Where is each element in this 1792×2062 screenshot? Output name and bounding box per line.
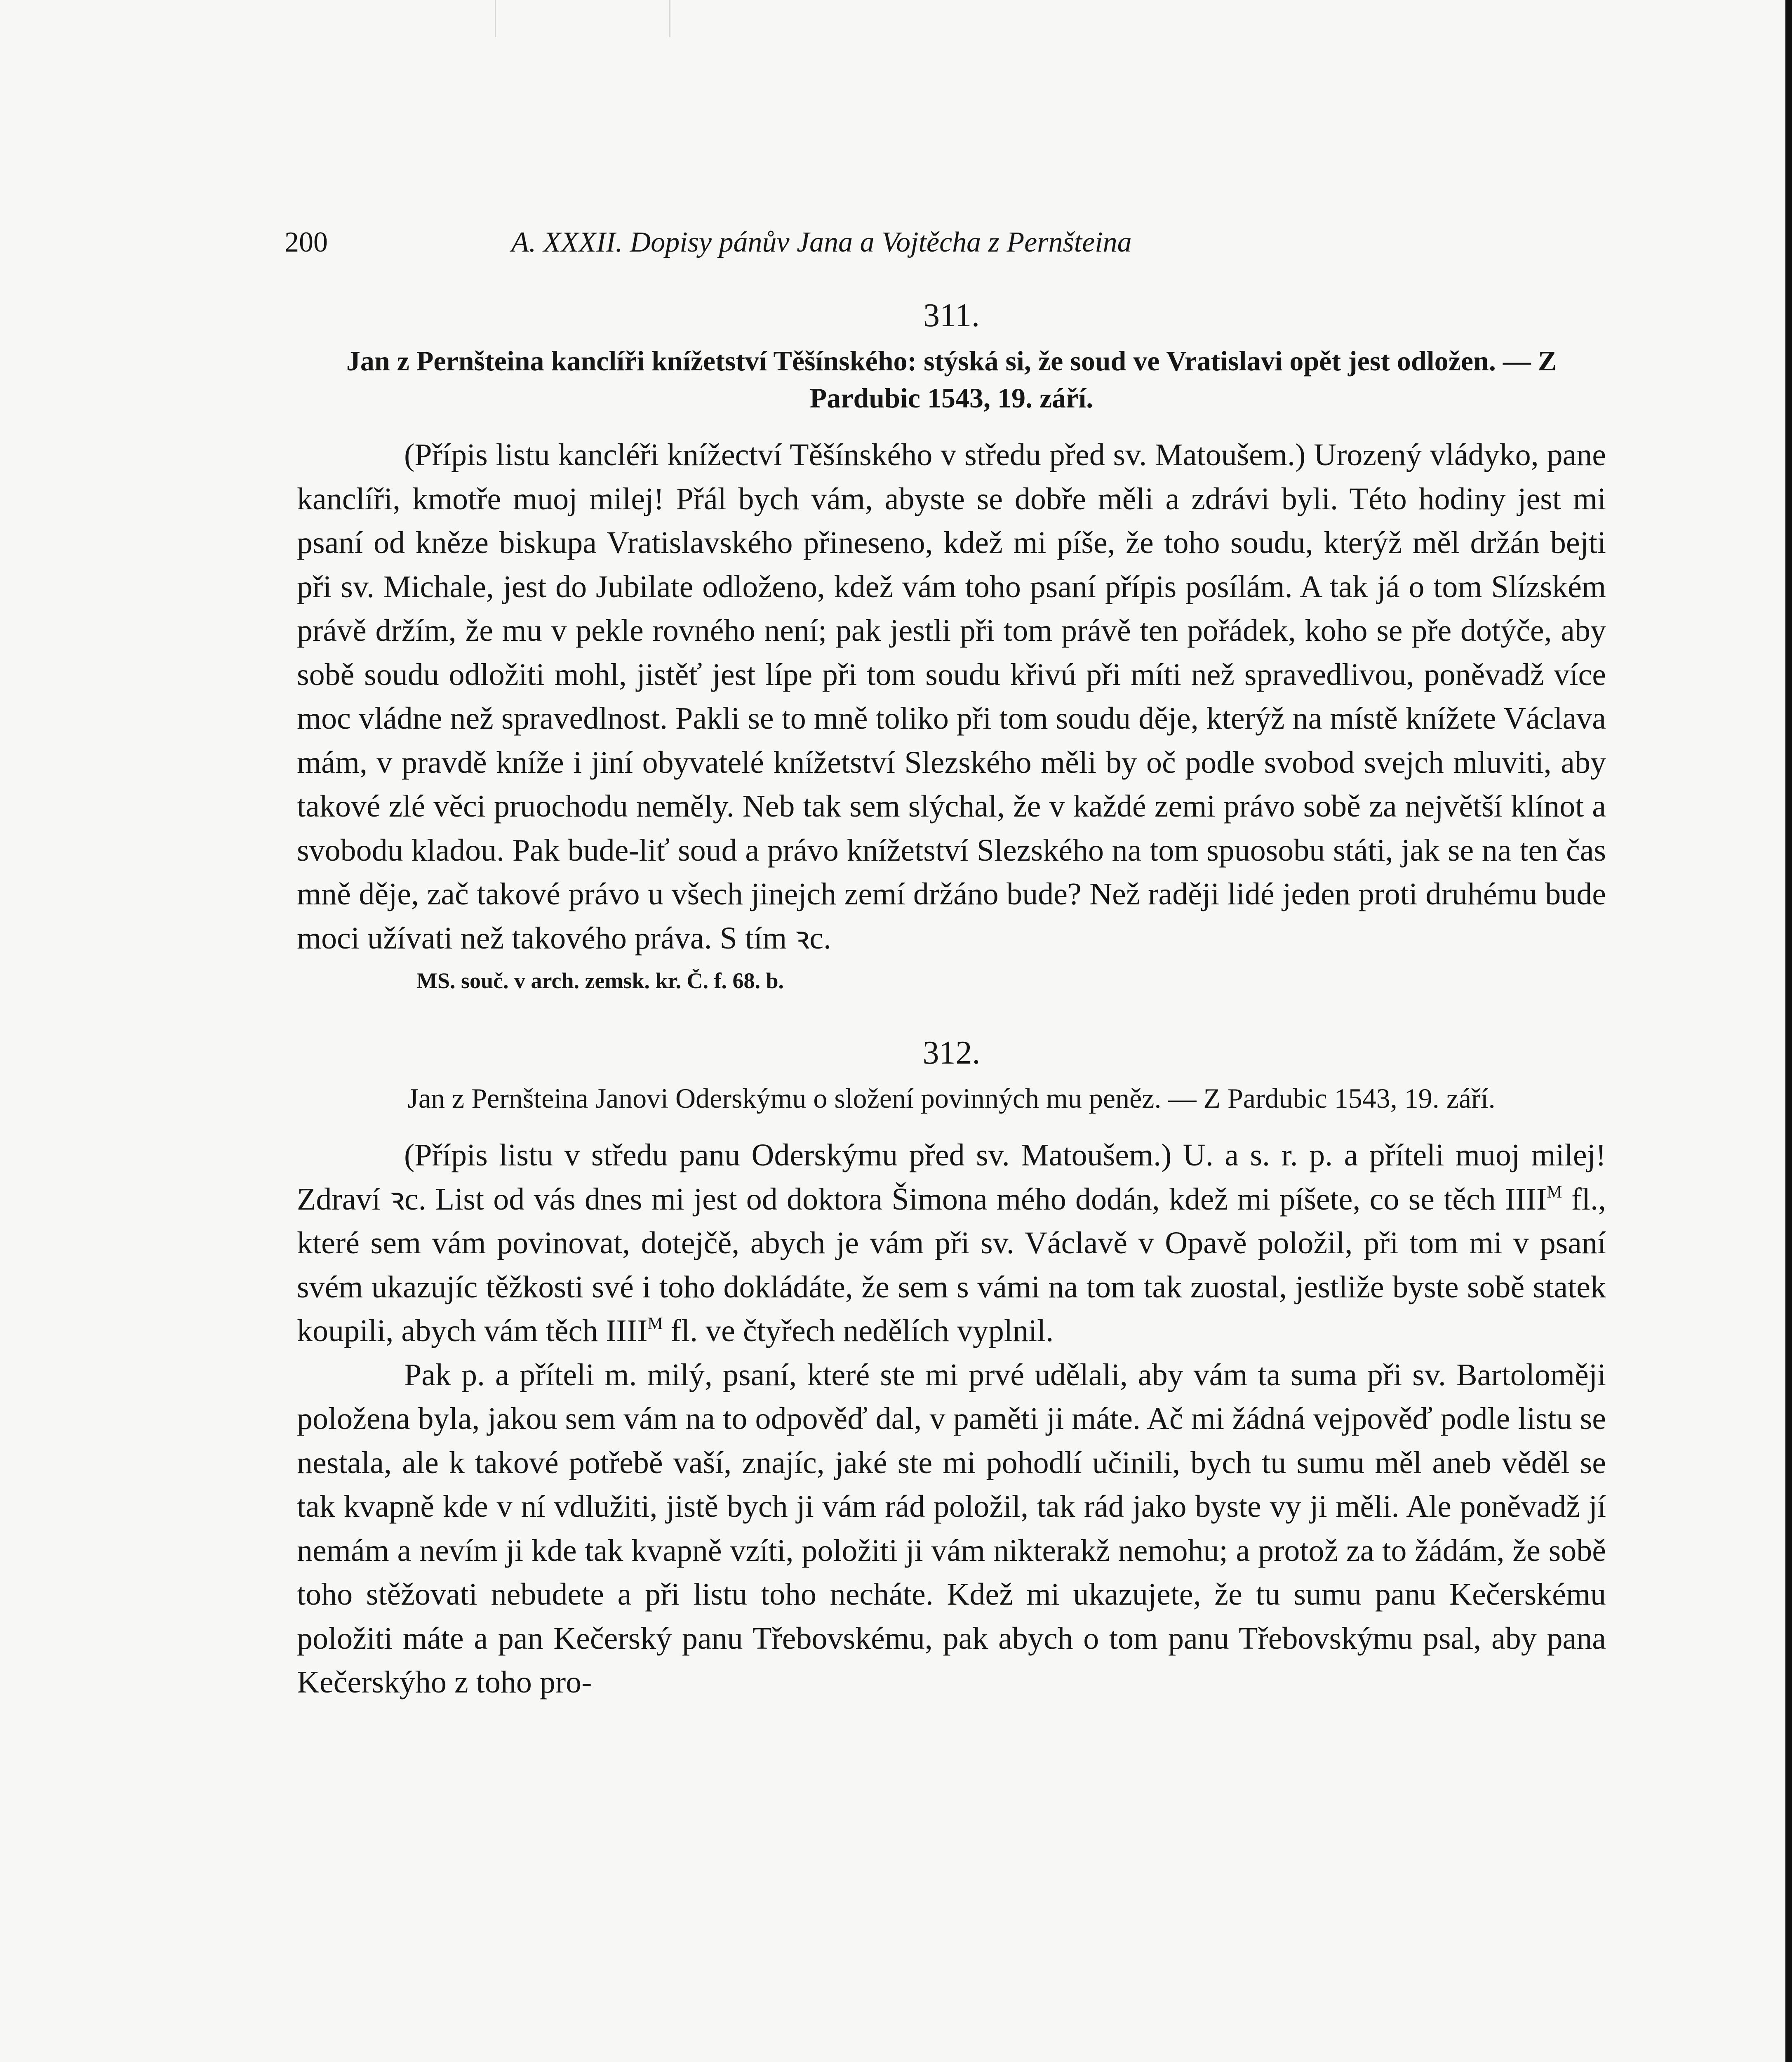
text-run: (Přípis listu v středu panu Oderskýmu před sv. Matoušem.) U. a s. r. p. a příteli muoj milej! Zdraví ꝛc. List od vás dnes mi jest od doktora Šimona mého dodán, kdež mi píšete, co se těch IIII [297, 1138, 1606, 1217]
letter-paragraph: (Přípis listu kancléři knížectví Těšínského v středu před sv. Matoušem.) Urozený vládyko, pane kanclíři, kmotře muoj milej! Přál bych vám, abyste se dobře měli a zdrávi byli. Této hodiny jest mi psaní od kněze biskupa Vratislavského přineseno, kdež mi píše, že toho soudu, kterýž měl držán bejti při sv. Michale, jest do Jubilate odloženo, kdež vám toho psaní přípis posílám. A tak já o tom Slízském právě držím, že mu v pekle rovného není; pak jestli při tom právě ten pořádek, koho se pře dotýče, aby sobě soudu odložiti mohl, jistěť jest lípe při tom soudu křivú při míti než spravedlivou, poněvadž více moc vládne než spravedlnost. Pakli se to mně toliko při tom soudu děje, kterýž na místě knížete Václava mám, v pravdě kníže i jiní obyvatelé knížetství Slezského měli by oč podle svobod svejch mluviti, aby takové zlé věci pruochodu neměly. Neb tak sem slýchal, že v každé zemi právo sobě za největší klínot a svobodu kladou. Pak bude-liť soud a právo knížetství Slezského na tom spuosobu státi, jak se na ten čas mně děje, zač takové právo u všech jinejch zemí držáno bude? Než raději lidé jeden proti druhému bude moci užívati než takového práva. S tím ꝛc. [297, 438, 1606, 956]
letter-paragraph: Pak p. a příteli m. milý, psaní, které ste mi prvé udělali, aby vám ta suma při sv. Bartoloměji položena byla, jakou sem vám na to odpověď dal, v paměti ji máte. Ač mi žádná vejpověď podle listu se nestala, ale k takové potřebě vaší, znajíc, jaké ste mi pohodlí učinili, bych tu sumu měl aneb věděl se tak kvapně kde v ní vdlužiti, jistě bych ji vám rád položil, tak rád jako byste vy ji měli. Ale poněvadž jí nemám a nevím ji kde tak kvapně vzíti, položiti ji vám nikterakž nemohu; a protož za to žádám, že sobě toho stěžovati nebudete a při listu toho necháte. Kdež mi ukazujete, že tu sumu panu Kečerskému položiti máte a pan Kečerský panu Třebovskému, pak abych o tom panu Třebovskýmu psal, aby pana Kečerskýho z toho pro- [297, 1357, 1606, 1700]
letter-312 [297, 1026, 1606, 1704]
letter-paragraph [297, 1133, 1606, 1353]
letter-311 [297, 289, 1606, 1001]
letter-regest: Jan z Pernšteina Janovi Oderskýmu o složení povinných mu peněz. — Z Pardubic 1543, 19. září. [407, 1083, 1496, 1114]
text-run: fl., které sem vám povinovat, dotejčě, abych je vám při sv. Václavě v Opavě položil, při tom mi v psaní svém ukazujíc těžkosti své i toho dokládáte, že sem s vámi na tom tak zuostal, jestliže byste sobě statek koupili, abych vám těch IIII [297, 1182, 1606, 1348]
letter-number: 312. [922, 1035, 981, 1071]
page-header [285, 226, 1340, 263]
scan-border-right [1785, 0, 1792, 2062]
source-note: MS. souč. v arch. zemsk. kr. Č. f. 68. b. [416, 968, 784, 993]
superscript-m: M [647, 1314, 663, 1333]
scan-artifact-top [495, 0, 670, 37]
letter-number: 311. [923, 297, 980, 334]
running-head: A. XXXII. Dopisy pánův Jana a Vojtěcha z Pernšteina [511, 226, 1132, 258]
text-run: fl. ve čtyřech nedělích vyplnil. [663, 1313, 1054, 1348]
page-number: 200 [285, 226, 328, 258]
page-content [297, 289, 1606, 1704]
letter-regest: Jan z Pernšteina kanclíři knížetství Těšínského: stýská si, že soud ve Vratislavi opět jest odložen. — Z Pardubic 1543, 19. září. [346, 345, 1557, 414]
superscript-m: M [1547, 1182, 1562, 1202]
